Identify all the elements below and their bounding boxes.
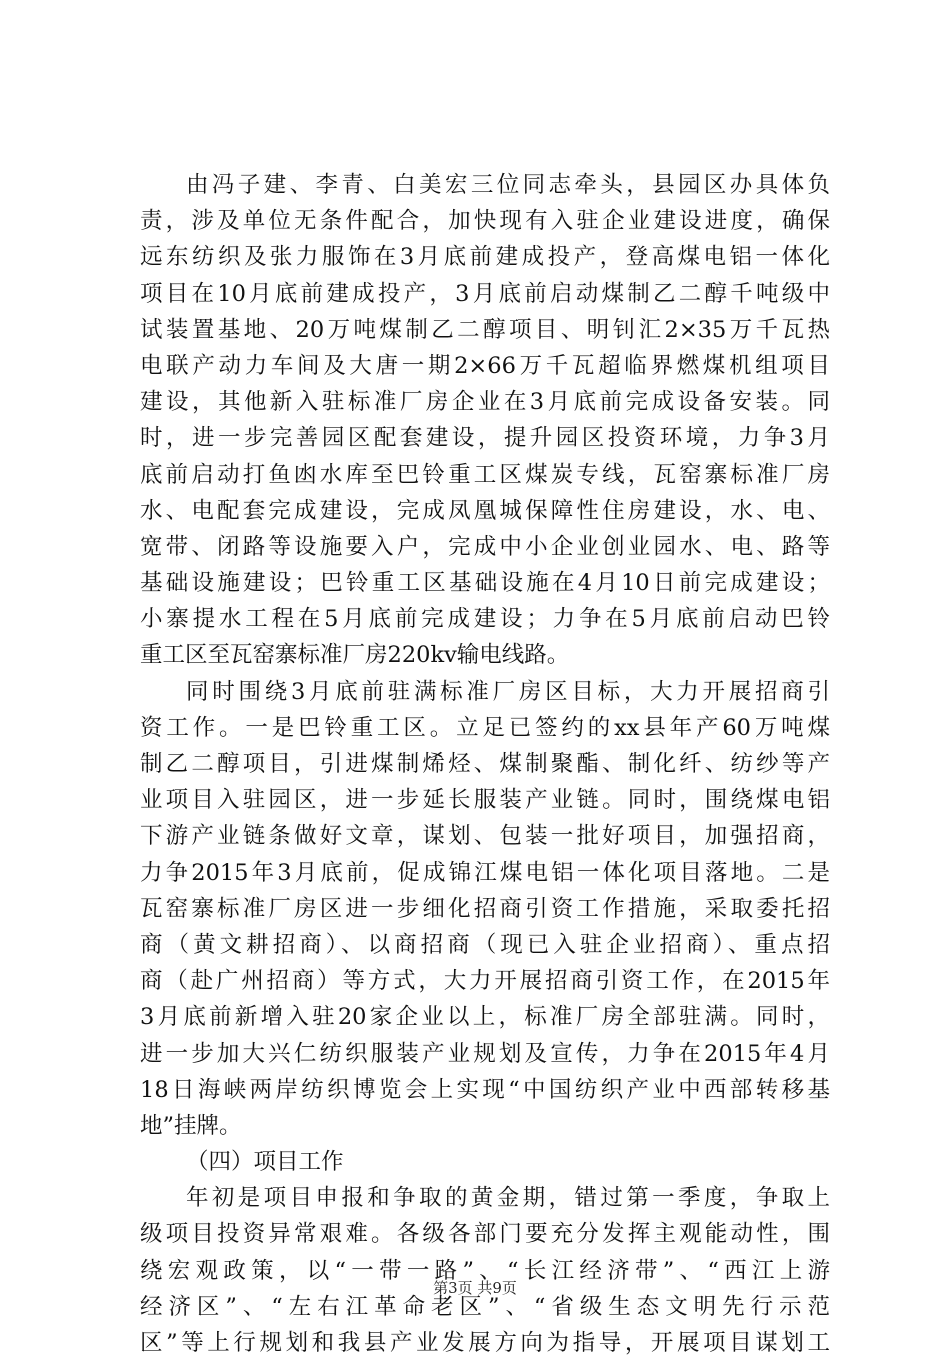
text-line: 底前启动打鱼凼水库至巴铃重工区煤炭专线，瓦窑寨标准厂房 [140, 461, 830, 488]
text-line: 商（赴广州招商）等方式，大力开展招商引资工作，在2015年 [140, 968, 830, 995]
text-line: 商（黄文耕招商）、以商招商（现已入驻企业招商）、重点招 [140, 931, 830, 958]
paragraph-park-construction [140, 167, 830, 674]
text-line: 地”挂牌。 [140, 1112, 242, 1139]
text-line: 小寨提水工程在5月底前完成建设；力争在5月底前启动巴铃 [140, 606, 830, 633]
text-line: 制乙二醇项目，引进煤制烯烃、煤制聚酯、制化纤、纺纱等产 [140, 751, 830, 777]
text-line: 业项目入驻园区，进一步延长服装产业链。同时，围绕煤电铝 [140, 787, 830, 814]
page-footer [0, 1277, 950, 1298]
text-line: 级项目投资异常艰难。各级各部门要充分发挥主观能动性，围 [140, 1221, 830, 1248]
text-line: 区”等上行规划和我县产业发展方向为指导，开展项目谋划工 [140, 1330, 830, 1356]
text-line: 绕宏观政策，以“一带一路”、“长江经济带”、“西江上游 [140, 1257, 830, 1284]
text-line: 重工区至瓦窑寨标准厂房220kv输电线路。 [140, 642, 570, 669]
text-line: 进一步加大兴仁纺织服装产业规划及宣传，力争在2015年4月 [140, 1040, 830, 1067]
text-line: 经济区”、“左右江革命老区”、“省级生态文明先行示范 [140, 1293, 830, 1320]
text-line: 试装置基地、20万吨煤制乙二醇项目、明钊汇2×35万千瓦热 [140, 316, 830, 343]
text-line: 18日海峡两岸纺织博览会上实现“中国纺织产业中西部转移基 [140, 1076, 830, 1103]
text-line: 责，涉及单位无条件配合，加快现有入驻企业建设进度，确保 [140, 208, 830, 235]
text-line: 时，进一步完善园区配套建设，提升园区投资环境，力争3月 [140, 425, 830, 452]
text-line: 宽带、闭路等设施要入户，完成中小企业创业园水、电、路等 [140, 533, 830, 560]
text-line: 3月底前新增入驻20家企业以上，标准厂房全部驻满。同时， [140, 1004, 830, 1031]
text-line: 力争2015年3月底前，促成锦江煤电铝一体化项目落地。二是 [140, 859, 830, 886]
section-heading: （四）项目工作 [186, 1149, 344, 1176]
paragraph-investment-attraction [140, 674, 830, 1144]
text-line: 项目在10月底前建成投产，3月底前启动煤制乙二醇千吨级中 [140, 280, 830, 307]
text-line: 建设，其他新入驻标准厂房企业在3月底前完成设备安装。同 [140, 389, 830, 416]
text-line: 下游产业链条做好文章，谋划、包装一批好项目，加强招商， [140, 823, 830, 850]
paragraph-project-work [140, 1180, 830, 1361]
text-line: 由冯子建、李青、白美宏三位同志牵头，县园区办具体负 [186, 172, 830, 198]
text-line: 年初是项目申报和争取的黄金期，错过第一季度，争取上 [186, 1185, 830, 1212]
text-line: 同时围绕3月底前驻满标准厂房区目标，大力开展招商引 [186, 678, 830, 705]
text-line: 基础设施建设；巴铃重工区基础设施在4月10日前完成建设； [140, 570, 830, 597]
text-line: 资工作。一是巴铃重工区。立足已签约的xx县年产60万吨煤 [140, 714, 830, 741]
text-line: 电联产动力车间及大唐一期2×66万千瓦超临界燃煤机组项目 [140, 352, 830, 379]
text-line: 水、电配套完成建设，完成凤凰城保障性住房建设，水、电、 [140, 497, 830, 524]
page-number: 第3页 共9页 [433, 1279, 517, 1297]
text-line: 远东纺织及张力服饰在3月底前建成投产，登高煤电铝一体化 [140, 244, 830, 271]
document-body [140, 167, 830, 1361]
text-line: 瓦窑寨标准厂房区进一步细化招商引资工作措施，采取委托招 [140, 895, 830, 922]
